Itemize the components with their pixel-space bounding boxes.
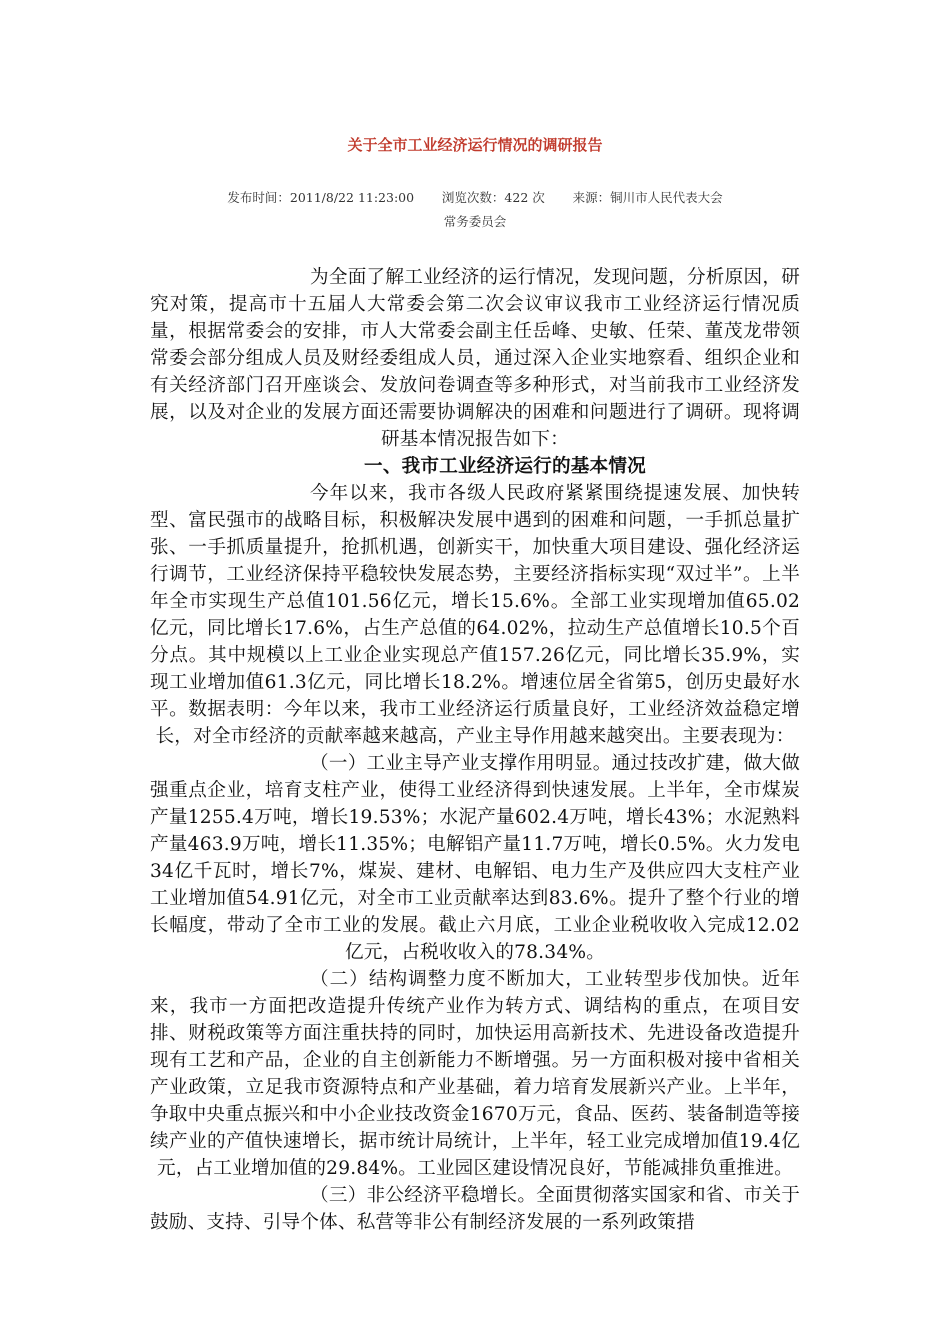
- paragraph: 今年以来，我市各级人民政府紧紧围绕提速发展、加快转型、富民强市的战略目标，积极解决发展中遇到的困难和问题，一手抓总量扩张、一手抓质量提升，抢抓机遇，创新实干，加快重大项目建设、强化经济运行调节，工业经济保持平稳较快发展态势，主要经济指标实现“双过半”。上半年全市实现生产总值101.56亿元，增长15.6%。全部工业实现增加值65.02亿元，同比增长17.6%，占生产总值的64.02%，拉动生产总值增长10.5个百分点。其中规模以上工业企业实现总产值157.26亿元，同比增长35.9%，实现工业增加值61.3亿元，同比增长18.2%。增速位居全省第5，创历史最好水平。数据表明：今年以来，我市工业经济运行质量良好，工业经济效益稳定增长，对全市经济的贡献率越来越高，产业主导作用越来越突出。主要表现为：: [150, 483, 800, 747]
- article-body: [150, 264, 800, 1236]
- paragraph: （三）非公经济平稳增长。全面贯彻落实国家和省、市关于鼓励、支持、引导个体、私营等非公有制经济发展的一系列政策措: [150, 1185, 800, 1233]
- source-continued: 常务委员会: [443, 214, 507, 229]
- article-meta: [195, 186, 755, 210]
- paragraph: （二）结构调整力度不断加大，工业转型步伐加快。近年来，我市一方面把改造提升传统产业作为转方式、调结构的重点，在项目安排、财税政策等方面注重扶持的同时，加快运用高新技术、先进设备改造提升现有工艺和产品，企业的自主创新能力不断增强。另一方面积极对接中省相关产业政策，立足我市资源特点和产业基础，着力培育发展新兴产业。上半年，争取中央重点振兴和中小企业技改资金1670万元，食品、医药、装备制造等接续产业的产值快速增长，据市统计局统计，上半年，轻工业完成增加值19.4亿元，占工业增加值的29.84%。工业园区建设情况良好，节能减排负重推进。: [150, 969, 800, 1179]
- intro-paragraph: 为全面了解工业经济的运行情况，发现问题，分析原因，研究对策，提高市十五届人大常委会第二次会议审议我市工业经济运行情况质量，根据常委会的安排，市人大常委会副主任岳峰、史敏、任荣、董茂龙带领常委会部分组成人员及财经委组成人员，通过深入企业实地察看、组织企业和有关经济部门召开座谈会、发放问卷调查等多种形式，对当前我市工业经济发展，以及对企业的发展方面还需要协调解决的困难和问题进行了调研。现将调研基本情况报告如下：: [150, 267, 800, 450]
- article-title: 关于全市工业经济运行情况的调研报告: [347, 136, 603, 154]
- publish-time: 发布时间：2011/8/22 11:23:00: [227, 190, 415, 205]
- source: 来源：铜川市人民代表大会: [572, 190, 723, 205]
- paragraph: （一）工业主导产业支撑作用明显。通过技改扩建，做大做强重点企业，培育支柱产业，使得工业经济得到快速发展。上半年，全市煤炭产量1255.4万吨，增长19.53%；水泥产量602.4万吨，增长43%；水泥熟料产量463.9万吨，增长11.35%；电解铝产量11.7万吨，增长0.5%。火力发电34亿千瓦时，增长7%，煤炭、建材、电解铝、电力生产及供应四大支柱产业工业增加值54.91亿元，对全市工业贡献率达到83.6%。提升了整个行业的增长幅度，带动了全市工业的发展。截止六月底，工业企业税收收入完成12.02亿元，占税收收入的78.34%。: [150, 753, 800, 963]
- view-count: 浏览次数：422 次: [441, 190, 545, 205]
- section-heading: 一、我市工业经济运行的基本情况: [364, 456, 646, 477]
